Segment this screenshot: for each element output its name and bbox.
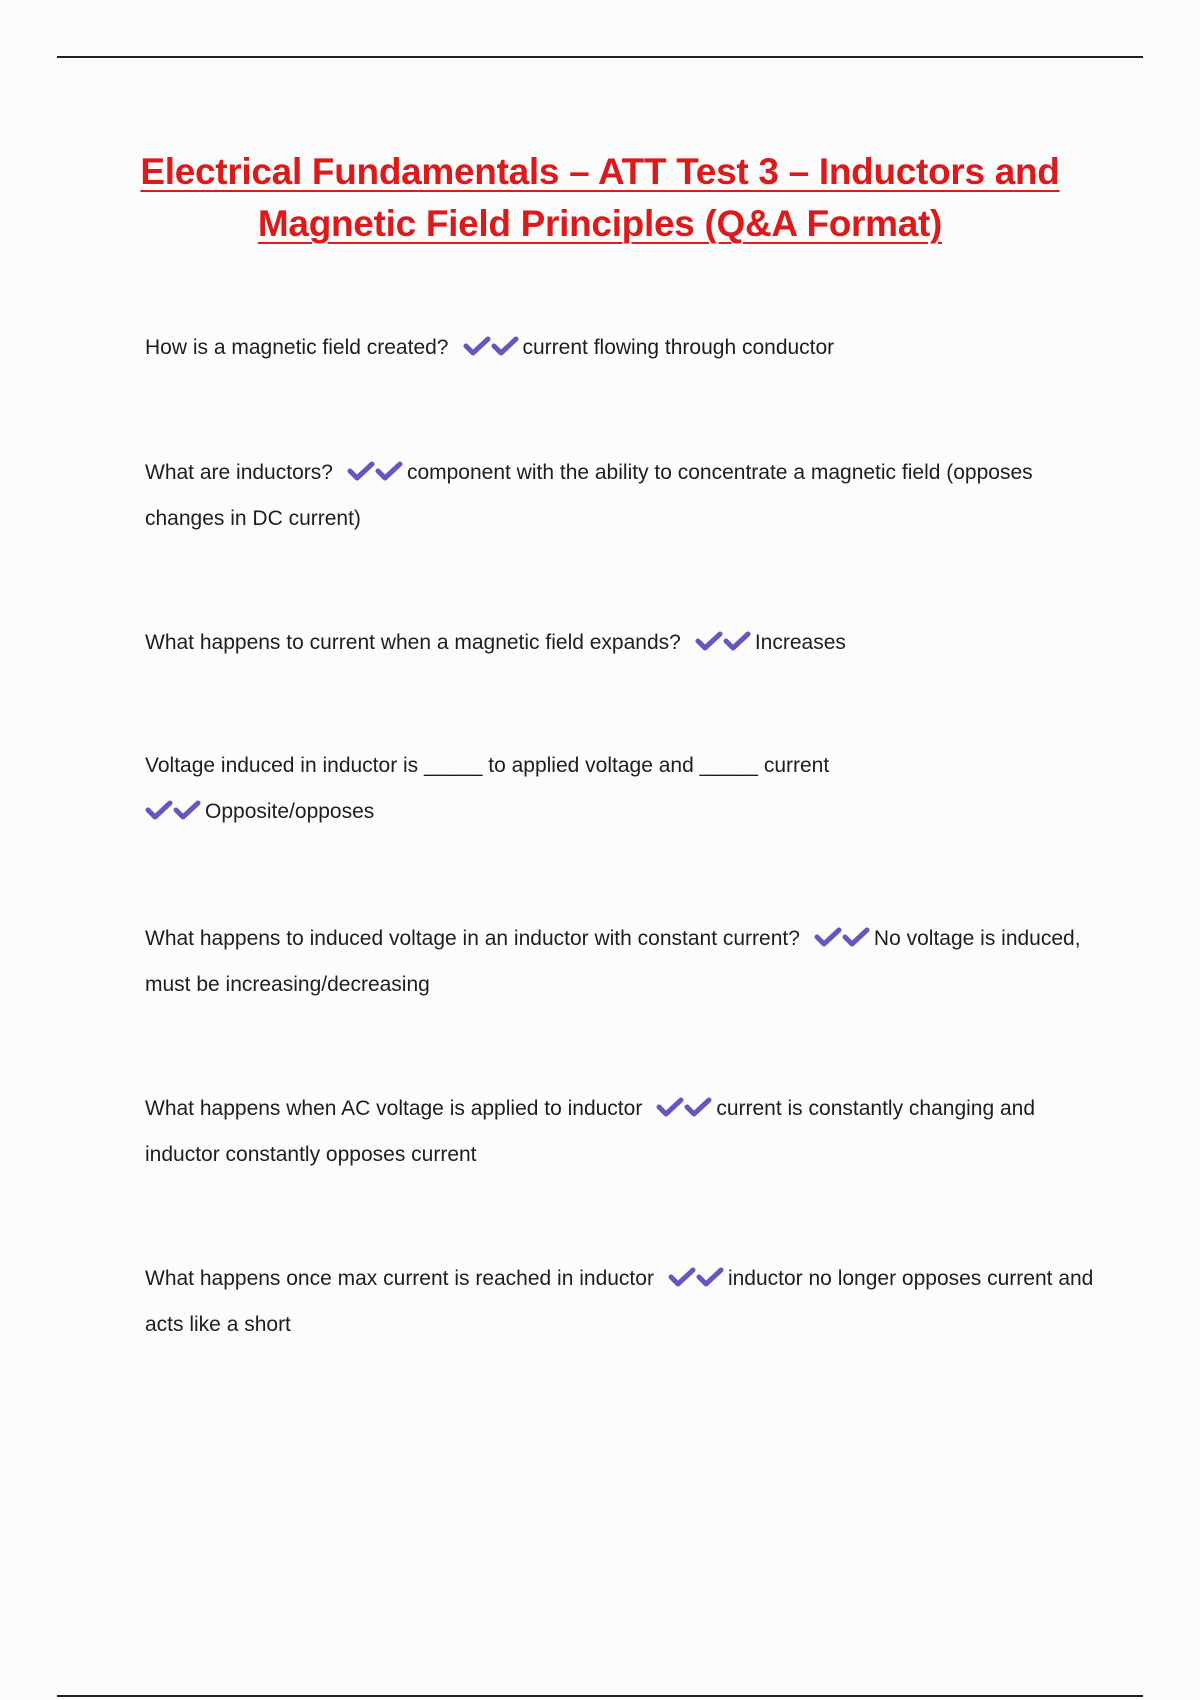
double-check-icon: [145, 789, 201, 835]
check-icon: [696, 1266, 724, 1288]
qa-item-3: [145, 620, 1100, 666]
qa-item-2: [145, 450, 1100, 542]
check-icon: [842, 926, 870, 948]
question-text: What happens once max current is reached in inductor: [145, 1267, 654, 1290]
check-icon: [173, 799, 201, 821]
answer-text: inductor no longer opposes current and acts like a short: [145, 1267, 1094, 1336]
check-icon: [723, 630, 751, 652]
question-text: What are inductors?: [145, 461, 333, 484]
question-text: How is a magnetic field created?: [145, 336, 449, 359]
check-icon: [491, 335, 519, 357]
question-text: What happens to current when a magnetic field expands?: [145, 631, 681, 654]
check-icon: [463, 335, 491, 357]
check-icon: [656, 1096, 684, 1118]
question-text: Voltage induced in inductor is _____ to applied voltage and _____ current: [145, 754, 830, 777]
document-title: Electrical Fundamentals – ATT Test 3 – Inductors and Magnetic Field Principles (Q&A Format): [140, 151, 1060, 244]
answer-text: No voltage is induced, must be increasing/decreasing: [145, 927, 1081, 996]
check-icon: [347, 460, 375, 482]
check-icon: [684, 1096, 712, 1118]
answer-text: component with the ability to concentrate a magnetic field (opposes changes in DC current): [145, 461, 1033, 530]
check-icon: [814, 926, 842, 948]
check-icon: [695, 630, 723, 652]
answer-text: current is constantly changing and inductor constantly opposes current: [145, 1097, 1036, 1166]
double-check-icon: [668, 1256, 724, 1302]
qa-item-4: [145, 743, 1100, 835]
answer-text: current flowing through conductor: [522, 336, 835, 359]
double-check-icon: [463, 325, 519, 371]
qa-item-7: [145, 1256, 1100, 1348]
check-icon: [668, 1266, 696, 1288]
top-rule: [57, 56, 1143, 58]
bottom-rule: [57, 1695, 1143, 1697]
double-check-icon: [347, 450, 403, 496]
qa-item-5: [145, 916, 1100, 1008]
double-check-icon: [814, 916, 870, 962]
check-icon: [145, 799, 173, 821]
double-check-icon: [656, 1086, 712, 1132]
question-text: What happens to induced voltage in an inductor with constant current?: [145, 927, 800, 950]
check-icon: [375, 460, 403, 482]
qa-item-1: [145, 325, 1100, 371]
qa-item-6: [145, 1086, 1100, 1178]
answer-text: Opposite/opposes: [205, 800, 375, 823]
question-text: What happens when AC voltage is applied to inductor: [145, 1097, 643, 1120]
answer-text: Increases: [754, 631, 846, 654]
double-check-icon: [695, 620, 751, 666]
